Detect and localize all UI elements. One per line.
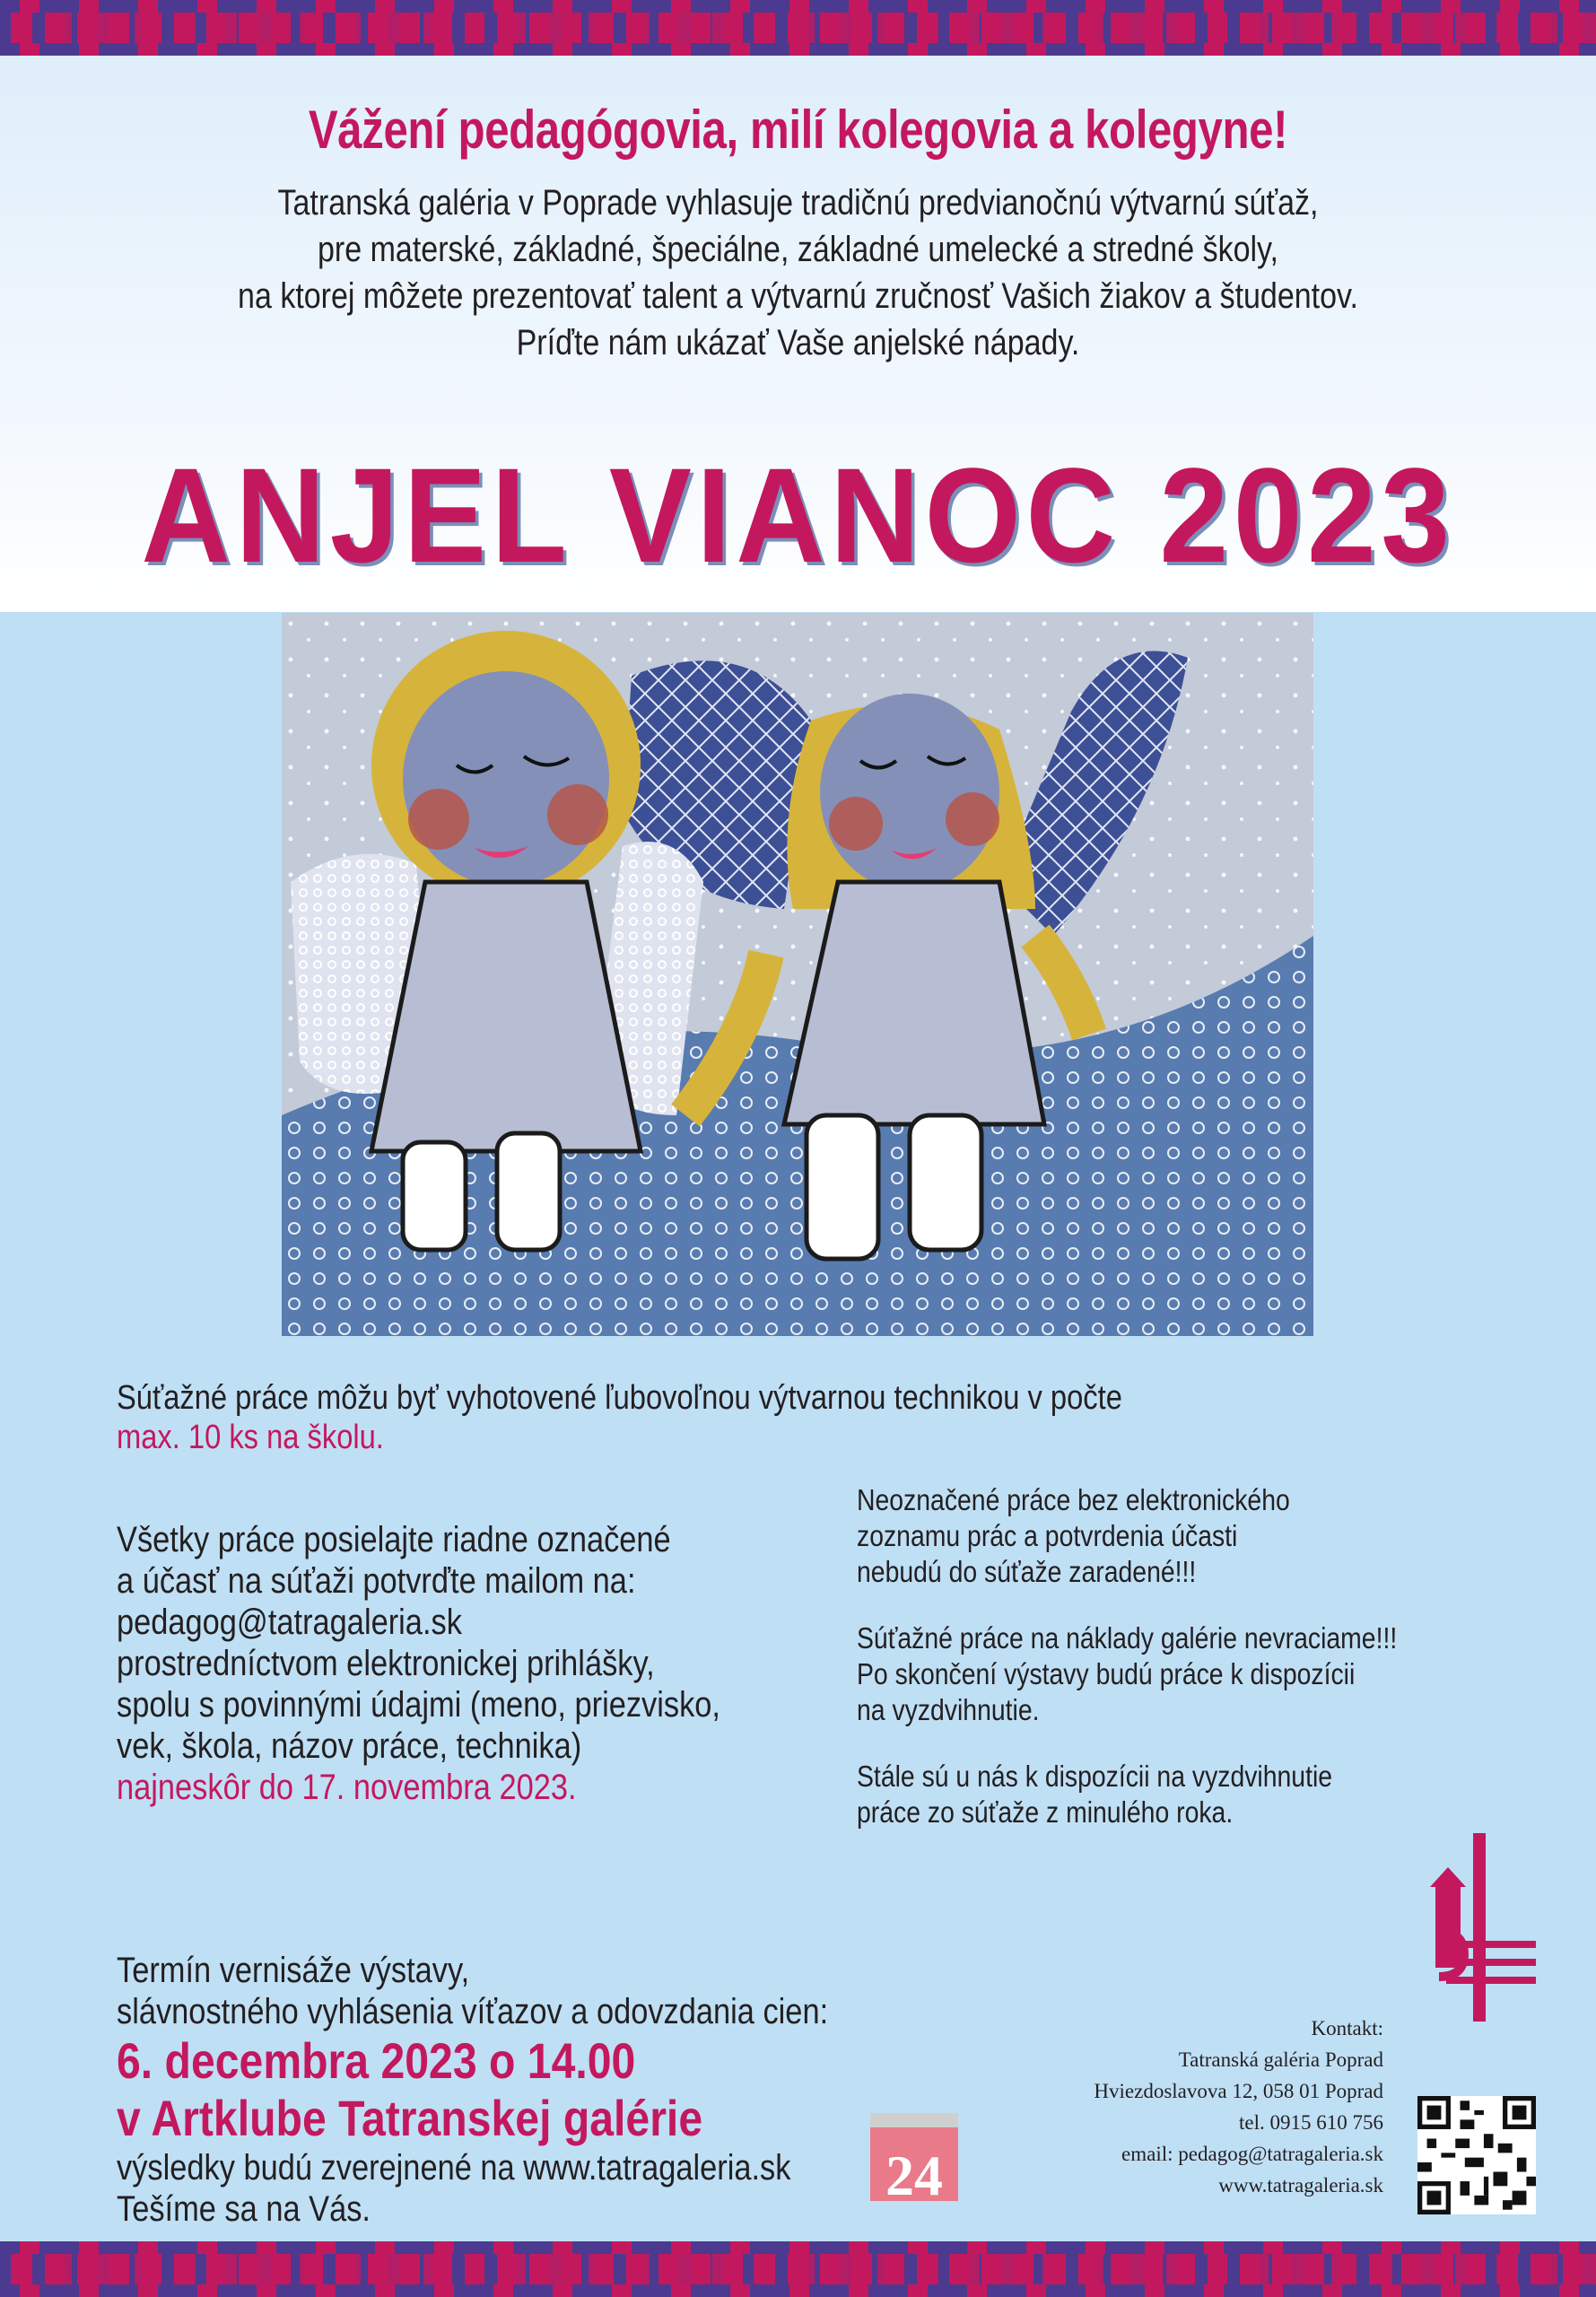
lead-line: Súťažné práce môžu byť vyhotovené ľubovoľnou výtvarnou technikou v počte <box>117 1379 1122 1417</box>
qr-code-icon <box>1417 2096 1536 2214</box>
note-line: nebudú do súťaže zaradené!!! <box>857 1555 1197 1588</box>
event-line: Termín vernisáže výstavy, <box>117 1951 470 1990</box>
intro-text <box>119 179 1476 366</box>
note-paragraph <box>857 1482 1397 1590</box>
contact-email: email: pedagog@tatragaleria.sk <box>1121 2143 1383 2165</box>
deadline-highlight: najneskôr do 17. novembra 2023. <box>117 1768 577 1807</box>
rules-notes <box>857 1482 1397 1861</box>
closing-line: Tešíme sa na Vás. <box>117 2189 371 2229</box>
contact-web: www.tatragaleria.sk <box>1218 2174 1383 2197</box>
poster-title: ANJEL VIANOC 2023 <box>141 440 1455 590</box>
note-line: zoznamu prác a potvrdenia účasti <box>857 1519 1238 1552</box>
instruction-email: pedagog@tatragaleria.sk <box>117 1603 462 1642</box>
contact-phone: tel. 0915 610 756 <box>1239 2111 1383 2134</box>
intro-line: Príďte nám ukázať Vaše anjelské nápady. <box>516 323 1080 362</box>
event-date: 6. decembra 2023 o 14.00 <box>117 2032 636 2089</box>
intro-line: Tatranská galéria v Poprade vyhlasuje tradičnú predvianočnú výtvarnú súťaž, <box>277 183 1319 223</box>
instruction-line: spolu s povinnými údajmi (meno, priezvisko, <box>117 1685 720 1725</box>
gallery-logo-icon <box>1421 1833 1538 2022</box>
submission-instructions <box>117 1519 720 1808</box>
contact-name: Tatranská galéria Poprad <box>1178 2048 1383 2071</box>
note-line: Po skončení výstavy budú práce k dispozícii <box>857 1657 1356 1690</box>
event-place: v Artklube Tatranskej galérie <box>117 2090 703 2146</box>
angel-artwork <box>282 613 1313 1336</box>
event-details <box>117 1950 828 2230</box>
contact-label: Kontakt: <box>1311 2017 1383 2039</box>
note-paragraph <box>857 1759 1397 1830</box>
top-decorative-border <box>0 0 1596 56</box>
contact-block <box>1094 2013 1383 2201</box>
note-paragraph <box>857 1620 1397 1728</box>
lead-paragraph <box>117 1378 1122 1457</box>
instruction-line: a účasť na súťaži potvrďte mailom na: <box>117 1561 636 1601</box>
greeting-heading: Vážení pedagógovia, milí kolegovia a kolegyne! <box>308 100 1288 160</box>
instruction-line: prostredníctvom elektronickej prihlášky, <box>117 1644 655 1683</box>
instruction-line: Všetky práce posielajte riadne označené <box>117 1520 671 1559</box>
note-line: Súťažné práce na náklady galérie nevraciame!!! <box>857 1621 1398 1655</box>
event-line: slávnostného vyhlásenia víťazov a odovzdania cien: <box>117 1992 829 2031</box>
lead-highlight: max. 10 ks na školu. <box>117 1419 384 1456</box>
intro-line: na ktorej môžete prezentovať talent a výtvarnú zručnosť Vašich žiakov a študentov. <box>238 276 1358 316</box>
note-line: Neoznačené práce bez elektronického <box>857 1483 1290 1516</box>
badge-24: 24 <box>870 2113 958 2201</box>
results-line: výsledky budú zverejnené na www.tatragaleria.sk <box>117 2148 791 2188</box>
note-line: práce zo súťaže z minulého roka. <box>857 1795 1234 1829</box>
note-line: Stále sú u nás k dispozícii na vyzdvihnutie <box>857 1760 1333 1793</box>
note-line: na vyzdvihnutie. <box>857 1693 1040 1726</box>
bottom-decorative-border <box>0 2241 1596 2297</box>
contact-address: Hviezdoslavova 12, 058 01 Poprad <box>1094 2080 1383 2102</box>
instruction-line: vek, škola, názov práce, technika) <box>117 1726 582 1766</box>
intro-line: pre materské, základné, špeciálne, základné umelecké a stredné školy, <box>318 230 1278 269</box>
